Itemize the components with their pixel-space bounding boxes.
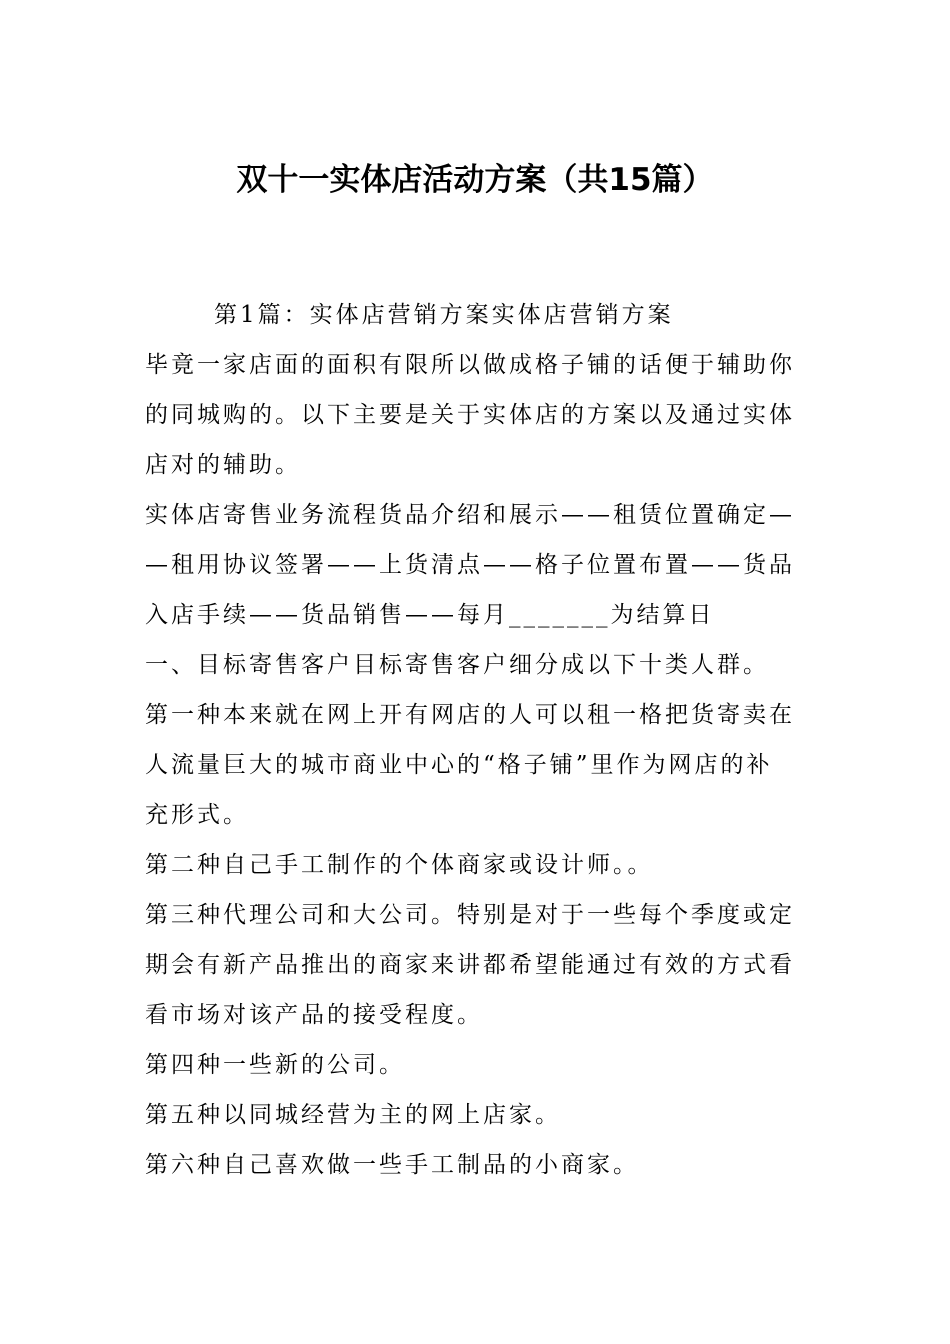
body-line: 一、目标寄售客户目标寄售客户细分成以下十类人群。 xyxy=(145,652,769,678)
body-line: 第四种一些新的公司。 xyxy=(145,1052,405,1078)
body-line: —租用协议签署——上货清点——格子位置布置——货品 xyxy=(145,552,795,578)
body-line: 人流量巨大的城市商业中心的“格子铺”里作为网店的补 xyxy=(145,752,773,778)
body-line: 毕竟一家店面的面积有限所以做成格子铺的话便于辅助你 xyxy=(145,352,795,378)
document-title: 双十一实体店活动方案（共15篇） xyxy=(236,162,714,198)
body-line: 入店手续——货品销售——每月_______为结算日 xyxy=(145,602,715,628)
body-line: 第五种以同城经营为主的网上店家。 xyxy=(145,1102,561,1128)
body-line: 第三种代理公司和大公司。特别是对于一些每个季度或定 xyxy=(145,902,795,928)
body-line: 的同城购的。以下主要是关于实体店的方案以及通过实体 xyxy=(145,402,795,428)
body-line: 第六种自己喜欢做一些手工制品的小商家。 xyxy=(145,1152,639,1178)
body-line: 店对的辅助。 xyxy=(145,452,301,478)
body-line: 第二种自己手工制作的个体商家或设计师。。 xyxy=(145,852,654,878)
body-line: 实体店寄售业务流程货品介绍和展示——租赁位置确定— xyxy=(145,502,795,528)
body-line: 期会有新产品推出的商家来讲都希望能通过有效的方式看 xyxy=(145,952,795,978)
body-line: 充形式。 xyxy=(145,802,249,828)
section-heading: 第1篇：实体店营销方案实体店营销方案 xyxy=(214,302,674,328)
document-body xyxy=(145,290,809,1190)
body-line: 看市场对该产品的接受程度。 xyxy=(145,1002,483,1028)
body-line: 第一种本来就在网上开有网店的人可以租一格把货寄卖在 xyxy=(145,702,795,728)
